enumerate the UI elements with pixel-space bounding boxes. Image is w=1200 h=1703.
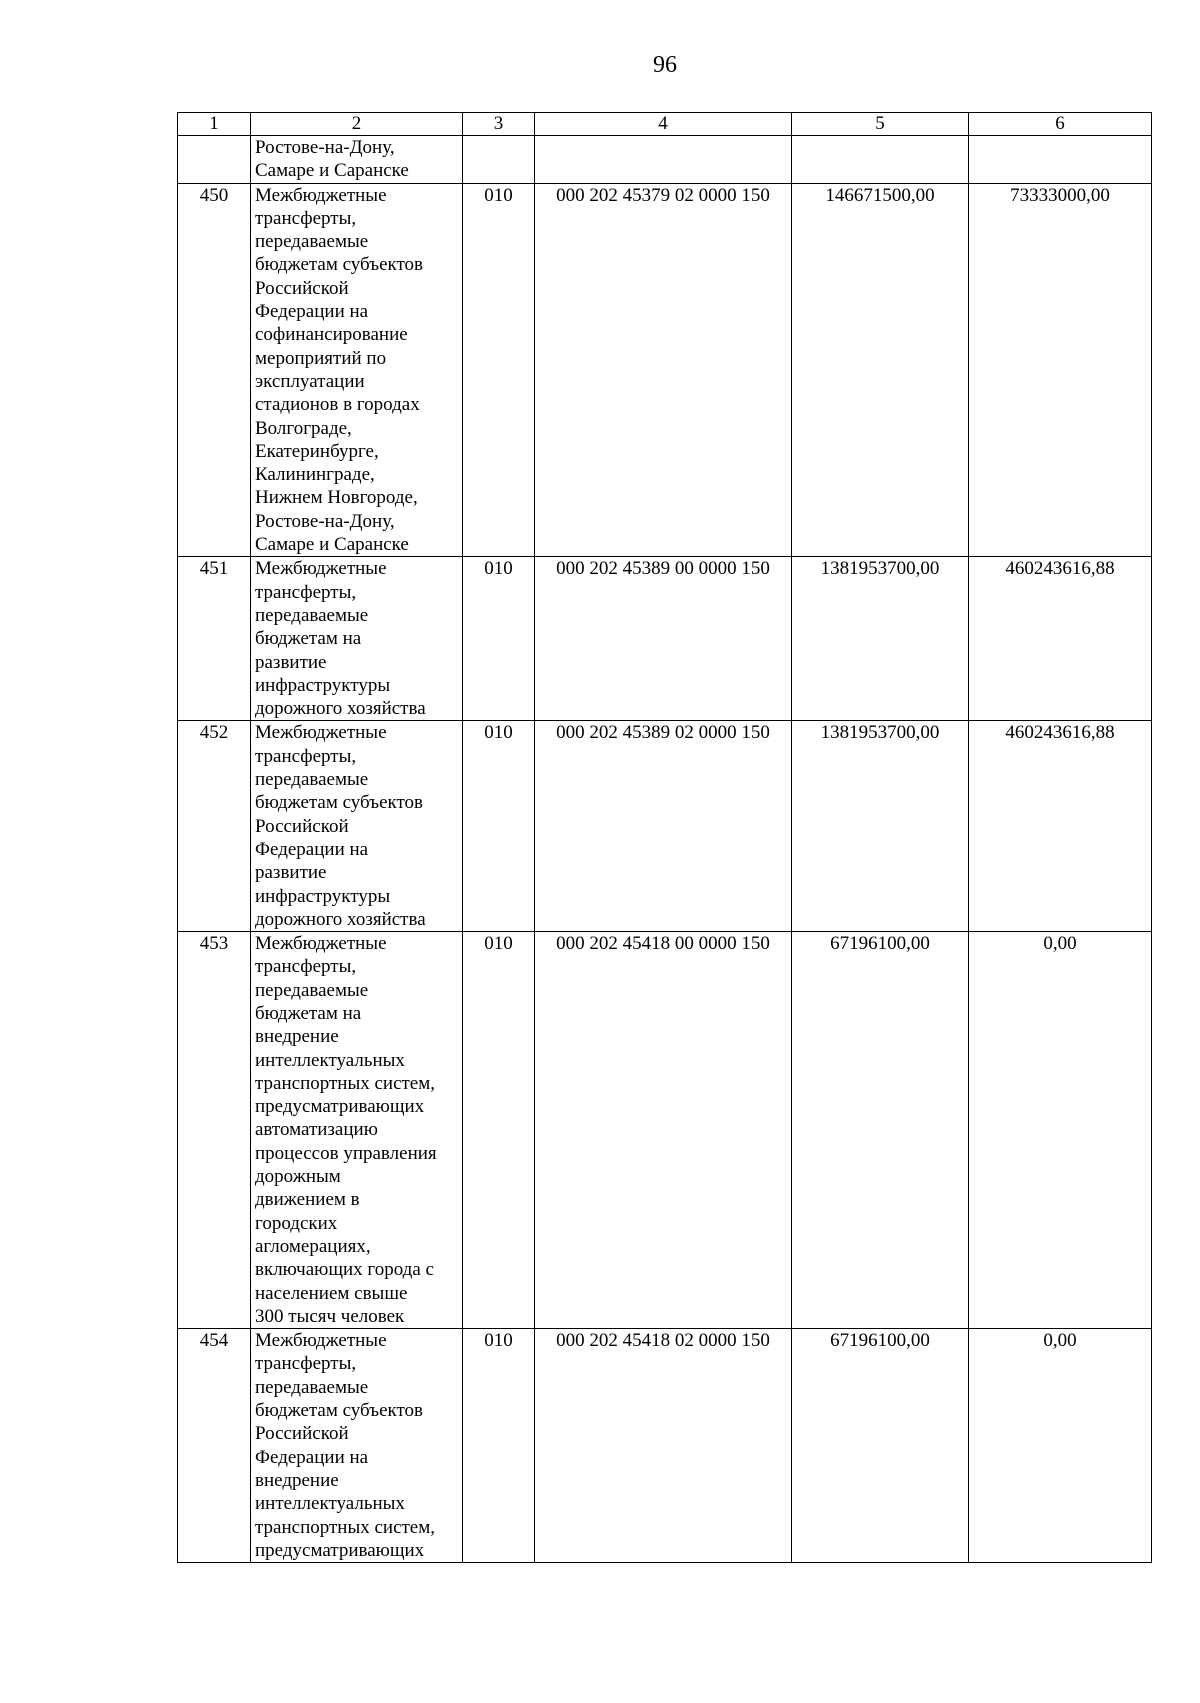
column-header: 2 [251,113,463,136]
column-header: 5 [792,113,969,136]
row-kbk-cell: 000 202 45418 00 0000 150 [535,932,792,1329]
row-name-text: Межбюджетные трансферты, передаваемые бюджетам на внедрение интеллектуальных транспортных систем, предусматривающих автоматизацию процессов управления дорожным движением в городских агломерациях, включающих города с населением свыше 300 тысяч человек [255,933,437,1327]
row-code-cell [463,136,535,184]
column-header: 6 [969,113,1152,136]
page-number: 96 [653,52,677,78]
row-name-cell [251,557,463,721]
row-code-cell: 010 [463,721,535,932]
row-amount-plan-cell: 1381953700,00 [792,557,969,721]
row-kbk-cell [535,136,792,184]
row-kbk-cell: 000 202 45389 00 0000 150 [535,557,792,721]
row-number-cell: 451 [178,557,251,721]
row-kbk-cell: 000 202 45379 02 0000 150 [535,183,792,557]
row-name-text: Ростове-на-Дону, Самаре и Саранске [255,137,409,182]
row-amount-plan-cell [792,136,969,184]
row-amount-exec-cell: 460243616,88 [969,557,1152,721]
row-name-text: Межбюджетные трансферты, передаваемые бюджетам субъектов Российской Федерации на внедрение интеллектуальных транспортных систем, предусматривающих [255,1330,436,1561]
row-name-cell [251,1329,463,1563]
table-row [178,721,1152,932]
row-amount-plan-cell: 67196100,00 [792,1329,969,1563]
row-amount-plan-cell: 67196100,00 [792,932,969,1329]
column-header: 4 [535,113,792,136]
column-header: 3 [463,113,535,136]
row-number-cell: 450 [178,183,251,557]
table-row [178,1329,1152,1563]
row-name-cell [251,136,463,184]
row-amount-exec-cell [969,136,1152,184]
row-amount-exec-cell: 73333000,00 [969,183,1152,557]
row-name-cell [251,183,463,557]
table-row [178,183,1152,557]
table-body [178,136,1152,1563]
row-number-cell: 454 [178,1329,251,1563]
row-name-text: Межбюджетные трансферты, передаваемые бюджетам субъектов Российской Федерации на софинансирование мероприятий по эксплуатации стадионов в городах Волгограде, Екатеринбурге, Калининграде, Нижнем Новгороде, Ростове-на-Дону, Самаре и Саранске [255,184,424,556]
row-kbk-cell: 000 202 45418 02 0000 150 [535,1329,792,1563]
column-header: 1 [178,113,251,136]
row-number-cell: 452 [178,721,251,932]
row-name-cell [251,721,463,932]
row-amount-exec-cell: 0,00 [969,1329,1152,1563]
row-amount-exec-cell: 0,00 [969,932,1152,1329]
table-row [178,557,1152,721]
row-kbk-cell: 000 202 45389 02 0000 150 [535,721,792,932]
row-name-cell [251,932,463,1329]
row-code-cell: 010 [463,557,535,721]
row-name-text: Межбюджетные трансферты, передаваемые бюджетам субъектов Российской Федерации на развитие инфраструктуры дорожного хозяйства [255,722,426,930]
table-header-row [178,113,1152,136]
row-number-cell: 453 [178,932,251,1329]
row-code-cell: 010 [463,932,535,1329]
row-amount-plan-cell: 1381953700,00 [792,721,969,932]
budget-table [177,112,1152,1563]
row-name-text: Межбюджетные трансферты, передаваемые бюджетам на развитие инфраструктуры дорожного хозяйства [255,558,426,720]
row-code-cell: 010 [463,183,535,557]
table-row [178,932,1152,1329]
row-amount-exec-cell: 460243616,88 [969,721,1152,932]
row-number-cell [178,136,251,184]
table-row [178,136,1152,184]
row-code-cell: 010 [463,1329,535,1563]
row-amount-plan-cell: 146671500,00 [792,183,969,557]
